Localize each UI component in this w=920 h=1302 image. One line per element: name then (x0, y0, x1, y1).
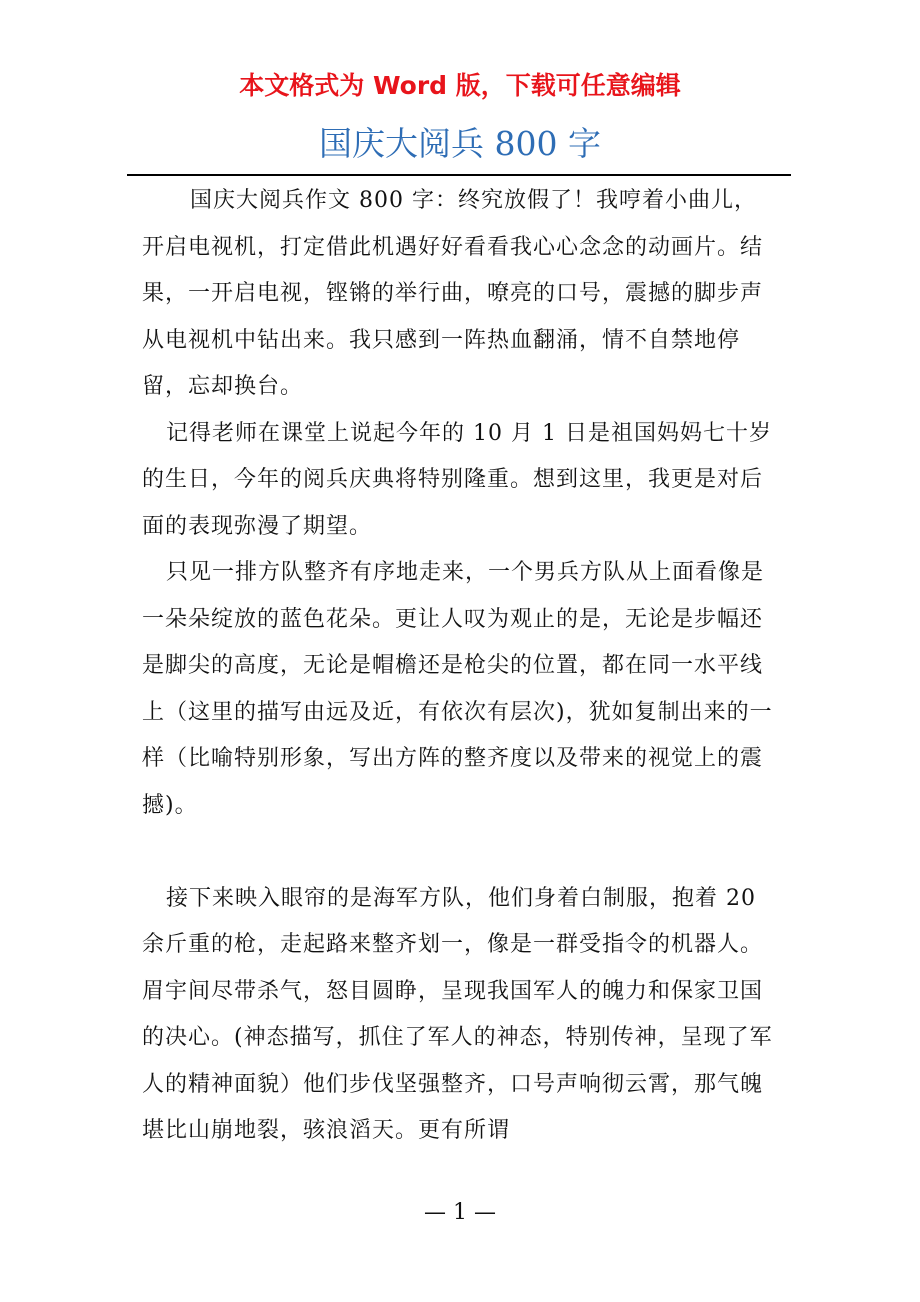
paragraph-4: 接下来映入眼帘的是海军方队，他们身着白制服，抱着 20 余斤重的枪，走起路来整齐划一，像是一群受指令的机器人。眉宇间尽带杀气，怒目圆睁，呈现我国军人的魄力和保家卫国的决心。(神态描写，抓住了军人的神态，特别传神，呈现了军人的精神面貌）他们步伐坚强整齐，口号声响彻云霄，那气魄堪比山崩地裂，骇浪滔天。更有所谓 (142, 885, 773, 1143)
document-body (142, 178, 774, 1155)
format-notice: 本文格式为 Word 版，下载可任意编辑 (239, 71, 681, 100)
page-number: — 1 — (424, 1200, 496, 1225)
paragraph-1: 国庆大阅兵作文 800 字：终究放假了！我哼着小曲儿，开启电视机，打定借此机遇好好看看我心心念念的动画片。结果，一开启电视，铿锵的举行曲，嘹亮的口号，震撼的脚步声从电视机中钻出来。我只感到一阵热血翻涌，情不自禁地停留，忘却换台。 (142, 188, 764, 399)
document-title: 国庆大阅兵 800 字 (319, 124, 601, 163)
paragraph-gap (142, 829, 774, 876)
paragraph-3: 只见一排方队整齐有序地走来，一个男兵方队从上面看像是一朵朵绽放的蓝色花朵。更让人叹为观止的是，无论是步幅还是脚尖的高度，无论是帽檐还是枪尖的位置，都在同一水平线上（这里的描写由远及近，有依次有层次)，犹如复制出来的一样（比喻特别形象，写出方阵的整齐度以及带来的视觉上的震撼)。 (142, 560, 773, 818)
title-divider (127, 174, 791, 176)
paragraph-2: 记得老师在课堂上说起今年的 10 月 1 日是祖国妈妈七十岁的生日，今年的阅兵庆典将特别隆重。想到这里，我更是对后面的表现弥漫了期望。 (142, 420, 772, 539)
